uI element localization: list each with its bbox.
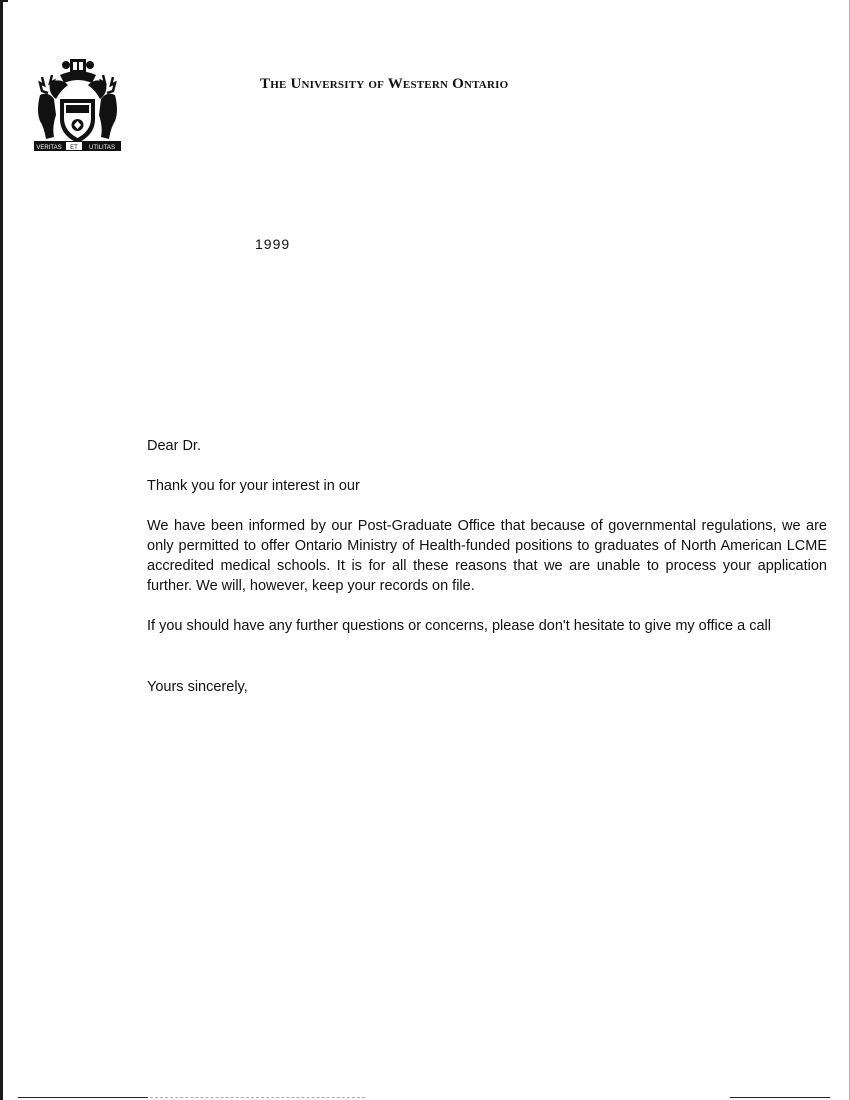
letter-closing: Yours sincerely, — [147, 679, 248, 695]
letter-paragraph-1: We have been informed by our Post-Graduate Office that because of governmental regulations, we are only permitted to offer Ontario Ministry of Health-funded positions to graduates of North American LCME accredited medical schools. It is for all these reasons that we are unable to process your application further. We will, however, keep your records on file. — [147, 518, 827, 594]
letter-date: 1999 — [255, 236, 291, 252]
footer-rule-left — [18, 1097, 148, 1098]
letter-paragraph-2: If you should have any further questions or concerns, please don't hesitate to give my office a call — [147, 618, 771, 634]
university-crest-icon — [30, 55, 125, 155]
crest-motto-left: VERITAS — [36, 145, 62, 151]
footer-rule-mid — [150, 1097, 365, 1099]
page-scan-edge-left — [0, 0, 3, 1100]
letterhead-title — [260, 76, 508, 93]
university-name: The University of Western Ontario — [260, 76, 509, 92]
crest-motto-right: UTILITAS — [89, 145, 115, 151]
letter-thanks-line: Thank you for your interest in our — [147, 478, 360, 494]
letter-salutation: Dear Dr. — [147, 438, 201, 454]
footer-rule-right — [730, 1097, 830, 1098]
page-scan-edge-top — [0, 0, 8, 2]
crest-motto-center: ET — [70, 145, 78, 151]
